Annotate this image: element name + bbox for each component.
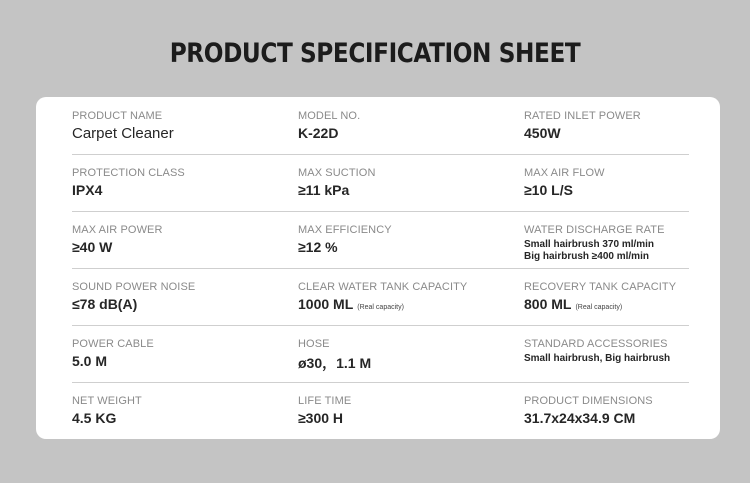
spec-value: K-22D xyxy=(298,125,339,141)
spec-row xyxy=(72,268,689,326)
spec-value: IPX4 xyxy=(72,182,103,198)
spec-value: ≤78 dB(A) xyxy=(72,296,138,312)
spec-label: CLEAR WATER TANK CAPACITY xyxy=(298,281,468,293)
spec-label: PRODUCT DIMENSIONS xyxy=(524,395,653,407)
spec-card xyxy=(36,97,720,439)
spec-row xyxy=(72,154,689,212)
spec-label: HOSE xyxy=(298,338,330,350)
spec-value: ≥40 W xyxy=(72,239,113,255)
spec-label: RATED INLET POWER xyxy=(524,110,641,122)
spec-label: MODEL NO. xyxy=(298,110,361,122)
spec-value-wrap xyxy=(524,296,622,312)
spec-row xyxy=(72,211,689,269)
spec-label: PROTECTION CLASS xyxy=(72,167,185,179)
spec-label: MAX AIR FLOW xyxy=(524,167,605,179)
spec-value: ≥300 H xyxy=(298,410,344,426)
spec-row xyxy=(72,382,689,439)
spec-value: ø30，1.1 M xyxy=(298,355,372,371)
spec-value: ≥10 L/S xyxy=(524,182,573,198)
spec-label: MAX SUCTION xyxy=(298,167,376,179)
spec-value: 5.0 M xyxy=(72,353,108,369)
spec-label: RECOVERY TANK CAPACITY xyxy=(524,281,677,293)
spec-value: ≥11 kPa xyxy=(298,182,350,198)
spec-value: 31.7x24x34.9 CM xyxy=(524,410,636,426)
spec-row xyxy=(72,97,689,155)
spec-value-line: Big hairbrush ≥400 ml/min xyxy=(524,251,649,262)
spec-label: PRODUCT NAME xyxy=(72,110,163,122)
spec-value: 4.5 KG xyxy=(72,410,117,426)
spec-label: MAX EFFICIENCY xyxy=(298,224,392,236)
spec-label: NET WEIGHT xyxy=(72,395,142,407)
spec-row xyxy=(72,325,689,383)
spec-value-line: Small hairbrush 370 ml/min xyxy=(524,239,655,250)
spec-value: Small hairbrush, Big hairbrush xyxy=(524,353,671,364)
spec-label: WATER DISCHARGE RATE xyxy=(524,224,665,236)
spec-value: 800 ML xyxy=(524,296,572,312)
spec-value: 450W xyxy=(524,125,561,141)
spec-label: MAX AIR POWER xyxy=(72,224,163,236)
spec-label: SOUND POWER NOISE xyxy=(72,281,196,293)
spec-label: POWER CABLE xyxy=(72,338,154,350)
spec-note: (Real capacity) xyxy=(575,304,623,311)
spec-label: LIFE TIME xyxy=(298,395,352,407)
spec-value: Carpet Cleaner xyxy=(72,125,174,142)
spec-value: 1000 ML xyxy=(298,296,354,312)
spec-note: (Real capacity) xyxy=(357,304,404,311)
spec-value-wrap xyxy=(298,296,404,312)
spec-label: STANDARD ACCESSORIES xyxy=(524,338,668,350)
spec-value: ≥12 % xyxy=(298,239,338,255)
page-title: PRODUCT SPECIFICATION SHEET xyxy=(169,38,581,69)
